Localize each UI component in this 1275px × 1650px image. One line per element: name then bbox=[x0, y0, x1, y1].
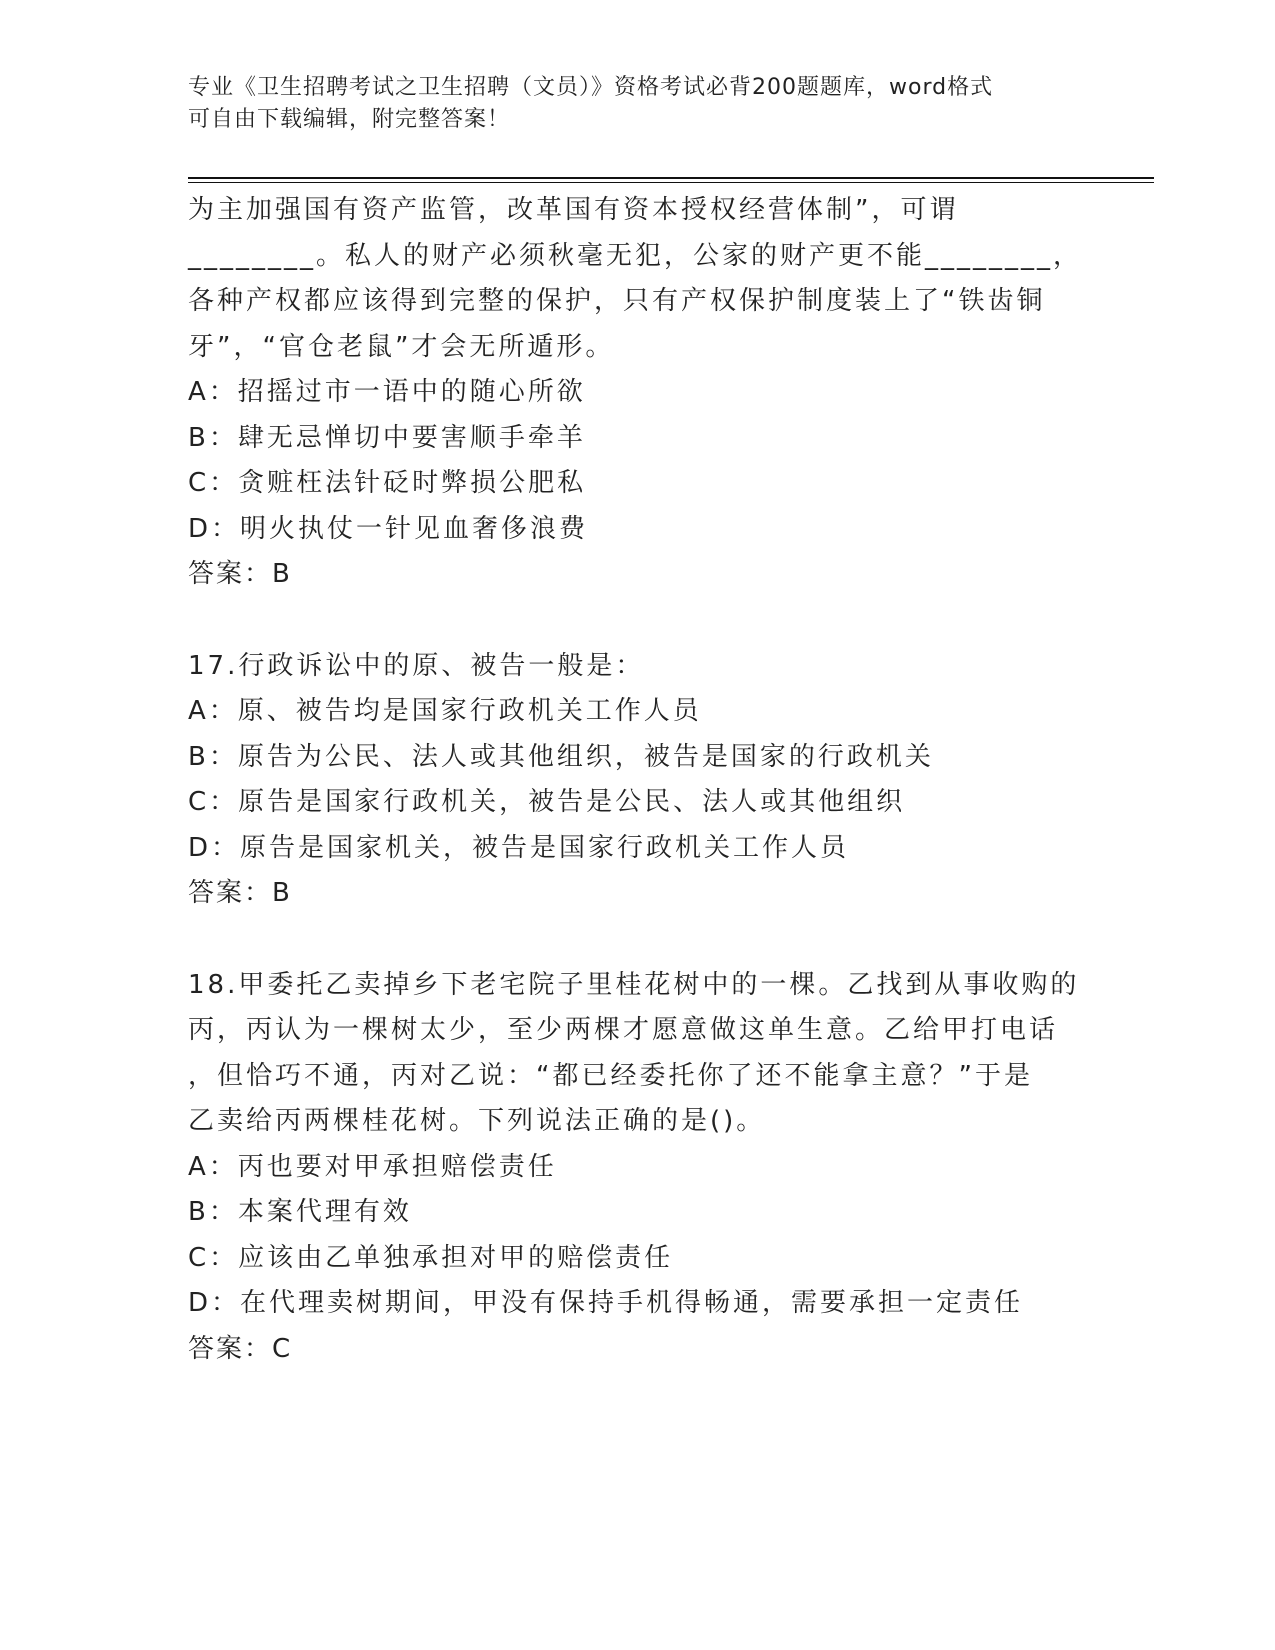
answer-line: 答案：B bbox=[188, 559, 292, 589]
option-b: B：原告为公民、法人或其他组织，被告是国家的行政机关 bbox=[188, 741, 934, 772]
question-17 bbox=[188, 644, 1088, 917]
header-line-1: 专业《卫生招聘考试之卫生招聘（文员）》资格考试必背200题题库，word格式 bbox=[188, 75, 994, 100]
stem-line: 丙，丙认为一棵树太少，至少两棵才愿意做这单生意。乙给甲打电话 bbox=[188, 1015, 1059, 1045]
stem-line: 各种产权都应该得到完整的保护，只有产权保护制度装上了“铁齿铜 bbox=[188, 286, 1046, 316]
option-d: D：原告是国家机关，被告是国家行政机关工作人员 bbox=[188, 832, 850, 863]
document-body bbox=[188, 188, 1088, 1372]
option-a: A：原、被告均是国家行政机关工作人员 bbox=[188, 696, 702, 726]
option-c: C：贪赃枉法针砭时弊损公肥私 bbox=[188, 468, 587, 498]
header-divider-thick bbox=[188, 177, 1154, 179]
stem-line: 乙卖给丙两棵桂花树。下列说法正确的是()。 bbox=[188, 1106, 766, 1136]
stem-line: 18.甲委托乙卖掉乡下老宅院子里桂花树中的一棵。乙找到从事收购的 bbox=[188, 969, 1080, 1000]
stem-line: ________。私人的财产必须秋毫无犯，公家的财产更不能________， bbox=[188, 240, 1083, 271]
header-line-2: 可自由下载编辑，附完整答案！ bbox=[188, 107, 511, 132]
stem-line: 牙”，“官仓老鼠”才会无所遁形。 bbox=[188, 331, 615, 362]
option-d: D：明火执仗一针见血奢侈浪费 bbox=[188, 513, 589, 544]
spacer bbox=[188, 917, 1088, 963]
question-stem bbox=[188, 644, 1088, 690]
answer-line: 答案：C bbox=[188, 1333, 293, 1364]
stem-line: 为主加强国有资产监管，改革国有资本授权经营体制”，可谓 bbox=[188, 195, 959, 225]
option-c: C：应该由乙单独承担对甲的赔偿责任 bbox=[188, 1242, 674, 1273]
option-a: A：丙也要对甲承担赔偿责任 bbox=[188, 1151, 557, 1182]
spacer bbox=[188, 598, 1088, 644]
question-stem bbox=[188, 963, 1088, 1145]
option-b: B：本案代理有效 bbox=[188, 1197, 412, 1227]
document-header bbox=[188, 72, 1088, 136]
header-divider-thin bbox=[188, 182, 1154, 183]
question-stem bbox=[188, 188, 1088, 370]
option-a: A：招摇过市一语中的随心所欲 bbox=[188, 377, 586, 407]
stem-line: ，但恰巧不通，丙对乙说：“都已经委托你了还不能拿主意？”于是 bbox=[188, 1060, 1033, 1091]
question-16 bbox=[188, 188, 1088, 598]
option-c: C：原告是国家行政机关，被告是公民、法人或其他组织 bbox=[188, 787, 906, 817]
option-d: D：在代理卖树期间，甲没有保持手机得畅通，需要承担一定责任 bbox=[188, 1288, 1024, 1318]
stem-line: 17.行政诉讼中的原、被告一般是： bbox=[188, 650, 645, 681]
option-b: B：肆无忌惮切中要害顺手牵羊 bbox=[188, 422, 586, 453]
question-18 bbox=[188, 963, 1088, 1373]
answer-line: 答案：B bbox=[188, 878, 292, 908]
